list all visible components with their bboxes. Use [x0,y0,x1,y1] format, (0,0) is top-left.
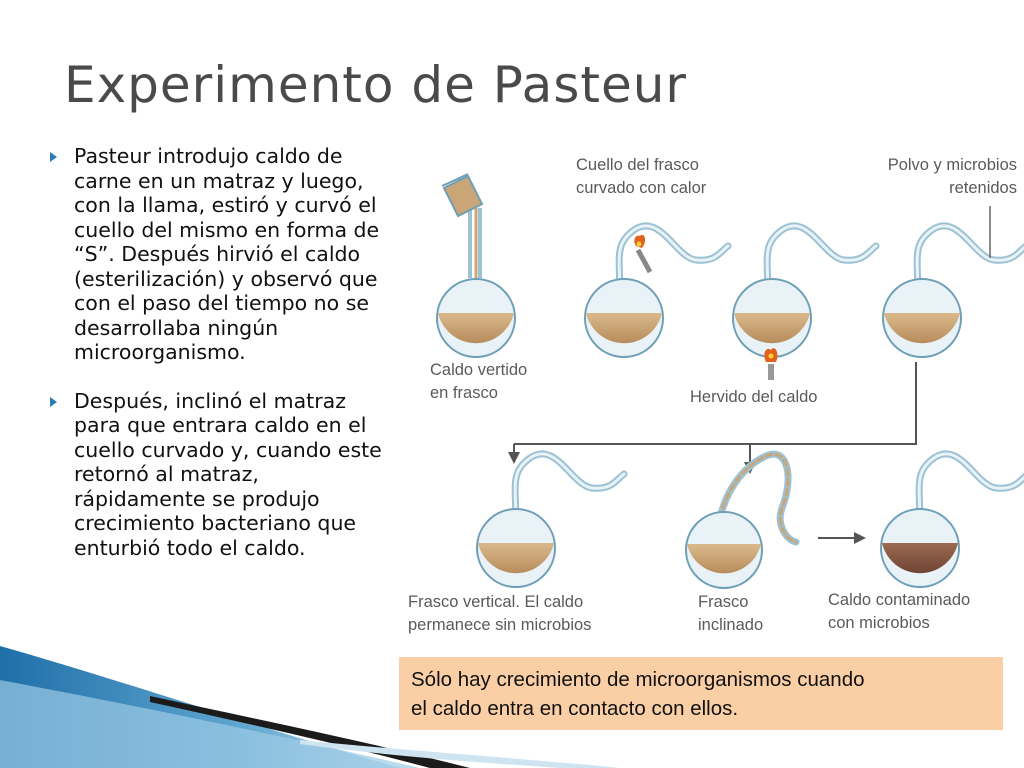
pasteur-experiment-figure [398,148,1024,646]
label-dust-retained: Polvo y microbios retenidos [887,156,1017,197]
label-neck-curved: Cuello del frasco curvado con calor [576,156,707,197]
bullet-item [44,144,389,365]
label-tilted-flask: Frasco inclinado [698,593,764,634]
label-broth-boiled: Hervido del caldo [690,388,818,406]
bullet-arrow-icon [50,397,57,407]
bullet-item [44,389,389,561]
flask-vertical [477,454,624,587]
flask-tilted [686,454,796,588]
bullet-arrow-icon [50,152,57,162]
flask-dust-retained [883,206,1024,357]
note-line: Sólo hay crecimiento de microorganismos cuando [411,668,865,691]
flask-poured [437,174,515,357]
burner-flame-icon [764,348,777,380]
label-contaminated-broth: Caldo contaminado con microbios [828,591,971,632]
label-vertical-flask: Frasco vertical. El caldo permanece sin microbios [408,593,592,634]
flask-neck-heated [585,226,728,357]
bullet-text: Después, inclinó el matraz para que entrara caldo en el cuello curvado y, cuando este retornó al matraz, rápidamente se produjo crecimiento bacteriano que enturbió todo el caldo. [74,388,382,560]
bullet-list [44,144,389,584]
slide-title: Experimento de Pasteur [64,56,687,114]
bullet-text: Pasteur introdujo caldo de carne en un matraz y luego, con la llama, estiró y curvó el cuello del mismo en forma de “S”. Después hirvió el caldo (esterilización) y observó que con el paso del tiempo no se desarrollaba ningún microorganismo. [74,144,380,364]
note-line: el caldo entra en contacto con ellos. [411,697,739,720]
burner-flame-icon [634,235,650,272]
flask-boiled [733,226,876,380]
flask-contaminated [881,454,1024,587]
decorative-swoosh [0,640,620,768]
label-broth-poured: Caldo vertido en frasco [430,361,528,402]
